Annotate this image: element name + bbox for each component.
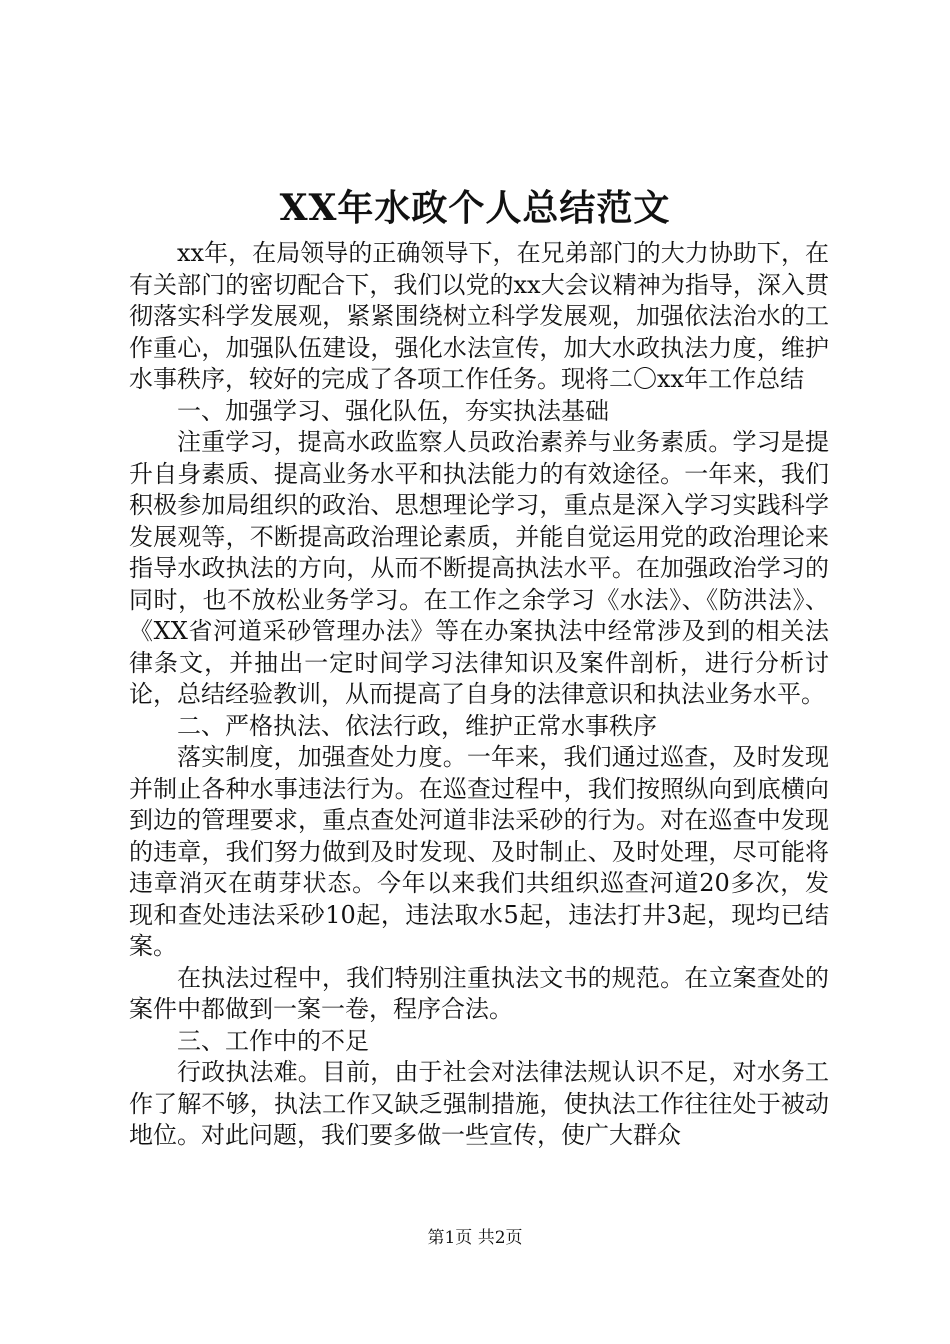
paragraph-intro: xx年，在局领导的正确领导下，在兄弟部门的大力协助下，在有关部门的密切配合下，我们以党的xx大会议精神为指导，深入贯彻落实科学发展观，紧紧围绕树立科学发展观，加强依法治水的工作重心，加强队伍建设，强化水法宣传，加大水政执法力度，维护水事秩序，较好的完成了各项工作任务。现将二〇xx年工作总结 xyxy=(129,239,829,393)
paragraph-enforcement: 落实制度，加强查处力度。一年来，我们通过巡查，及时发现并制止各种水事违法行为。在巡查过程中，我们按照纵向到底横向到边的管理要求，重点查处河道非法采砂的行为。对在巡查中发现的违章，我们努力做到及时发现、及时制止、及时处理，尽可能将违章消灭在萌芽状态。今年以来我们共组织巡查河道20多次，发现和查处违法采砂10起，违法取水5起，违法打井3起，现均已结案。 xyxy=(129,743,829,960)
section-heading-3: 三、工作中的不足 xyxy=(177,1026,369,1055)
paragraph-study: 注重学习，提高水政监察人员政治素养与业务素质。学习是提升自身素质、提高业务水平和执法能力的有效途径。一年来，我们积极参加局组织的政治、思想理论学习，重点是深入学习实践科学发展观等，不断提高政治理论素质，并能自觉运用党的政治理论来指导水政执法的方向，从而不断提高执法水平。在加强政治学习的同时，也不放松业务学习。在工作之余学习《水法》、《防洪法》、《XX省河道采砂管理办法》等在办案执法中经常涉及到的相关法律条文，并抽出一定时间学习法律知识及案件剖析，进行分析讨论，总结经验教训，从而提高了自身的法律意识和执法业务水平。 xyxy=(129,428,829,708)
document-body xyxy=(129,238,829,1152)
paragraph-documents: 在执法过程中，我们特别注重执法文书的规范。在立案查处的案件中都做到一案一卷，程序合法。 xyxy=(129,963,829,1023)
section-heading-2: 二、严格执法、依法行政，维护正常水事秩序 xyxy=(177,711,657,740)
section-heading-1: 一、加强学习、强化队伍，夯实执法基础 xyxy=(177,396,609,425)
paragraph-shortcomings: 行政执法难。目前，由于社会对法律法规认识不足，对水务工作了解不够，执法工作又缺乏强制措施，使执法工作往往处于被动地位。对此问题，我们要多做一些宣传，使广大群众 xyxy=(129,1058,829,1149)
page-number-footer: 第1页 共2页 xyxy=(427,1228,523,1248)
document-title: XX年水政个人总结范文 xyxy=(279,187,671,229)
